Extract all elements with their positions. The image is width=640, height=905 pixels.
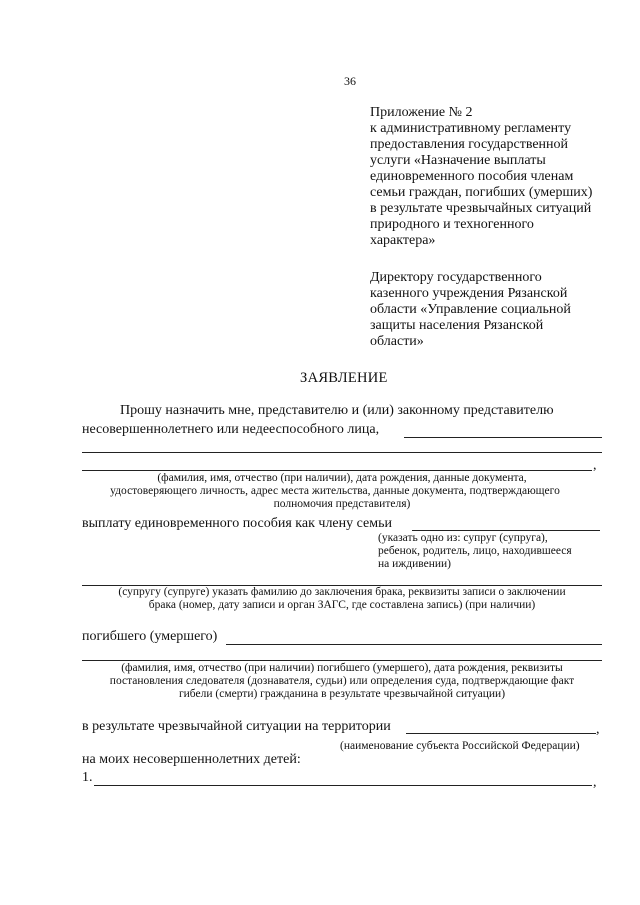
- appendix-line: услуги «Назначение выплаты: [370, 153, 546, 168]
- hint-line: постановления следователя (дознавателя, судьи) или определения суда, подтверждающие факт: [109, 675, 575, 687]
- comma: ,: [593, 775, 597, 790]
- hint-line: полномочия представителя): [273, 498, 411, 510]
- hint-line: удостоверяющего личность, адрес места жительства, данные документа, подтверждающего: [110, 485, 560, 497]
- territory-field-line[interactable]: [406, 733, 596, 734]
- relation-field-line[interactable]: [412, 530, 600, 531]
- hint-line: (супругу (супруге) указать фамилию до заключения брака, реквизиты записи о заключении: [118, 586, 566, 598]
- applicant-hint: [82, 472, 602, 511]
- document-title: ЗАЯВЛЕНИЕ: [300, 370, 388, 386]
- addressee-line: защиты населения Рязанской: [370, 318, 544, 333]
- child-1-number: 1.: [82, 770, 93, 785]
- appendix-line: в результате чрезвычайных ситуаций: [370, 201, 592, 216]
- hint-line: (указать одно из: супруг (супруга),: [378, 532, 548, 544]
- hint-line: (фамилия, имя, отчество (при наличии), дата рождения, данные документа,: [157, 472, 527, 484]
- comma: ,: [593, 458, 597, 473]
- spouse-hint: [82, 586, 602, 612]
- request-text-2: несовершеннолетнего или недееспособного лица,: [82, 422, 380, 437]
- appendix-line: предоставления государственной: [370, 137, 569, 152]
- appendix-line: Приложение № 2: [370, 105, 473, 120]
- appendix-line: к административному регламенту: [370, 121, 572, 136]
- hint-line: гибели (смерти) гражданина в результате чрезвычайной ситуации): [178, 688, 506, 700]
- applicant-field-line-2[interactable]: [82, 452, 602, 453]
- request-text: Прошу назначить мне, представителю и (или) законному представителю: [120, 403, 554, 418]
- appendix-line: характера»: [370, 233, 436, 248]
- appendix-line: природного и техногенного: [370, 217, 534, 232]
- appendix-block: [370, 105, 592, 249]
- child-1-field-line[interactable]: [94, 785, 592, 786]
- deceased-label: погибшего (умершего): [82, 629, 218, 644]
- addressee-line: казенного учреждения Рязанской: [370, 286, 568, 301]
- hint-line: на иждивении): [378, 558, 451, 570]
- hint-line: (фамилия, имя, отчество (при наличии) погибшего (умершего), дата рождения, реквизиты: [121, 662, 563, 674]
- deceased-hint: [82, 662, 602, 701]
- addressee-line: Директору государственного: [370, 270, 542, 285]
- applicant-field-line-3[interactable]: [82, 470, 592, 471]
- page-number: 36: [344, 74, 356, 88]
- hint-line: брака (номер, дату записи и орган ЗАГС, где составлена запись) (при наличии): [148, 599, 536, 611]
- addressee-line: области «Управление социальной: [370, 302, 571, 317]
- territory-hint: (наименование субъекта Российской Федерации): [340, 740, 580, 752]
- appendix-line: единовременного пособия членам: [370, 169, 574, 184]
- addressee-line: области»: [370, 334, 424, 349]
- territory-label: в результате чрезвычайной ситуации на территории: [82, 719, 391, 734]
- appendix-line: семьи граждан, погибших (умерших): [370, 185, 593, 200]
- applicant-field-line-1[interactable]: [404, 437, 602, 438]
- hint-line: ребенок, родитель, лицо, находившееся: [378, 545, 572, 557]
- deceased-field-line-1[interactable]: [226, 644, 602, 645]
- addressee-block: [370, 270, 571, 350]
- children-label: на моих несовершеннолетних детей:: [82, 752, 301, 767]
- payment-label: выплату единовременного пособия как члену семьи: [82, 516, 392, 531]
- deceased-field-line-2[interactable]: [82, 660, 602, 661]
- relation-hint: [378, 532, 572, 571]
- comma: ,: [596, 722, 600, 737]
